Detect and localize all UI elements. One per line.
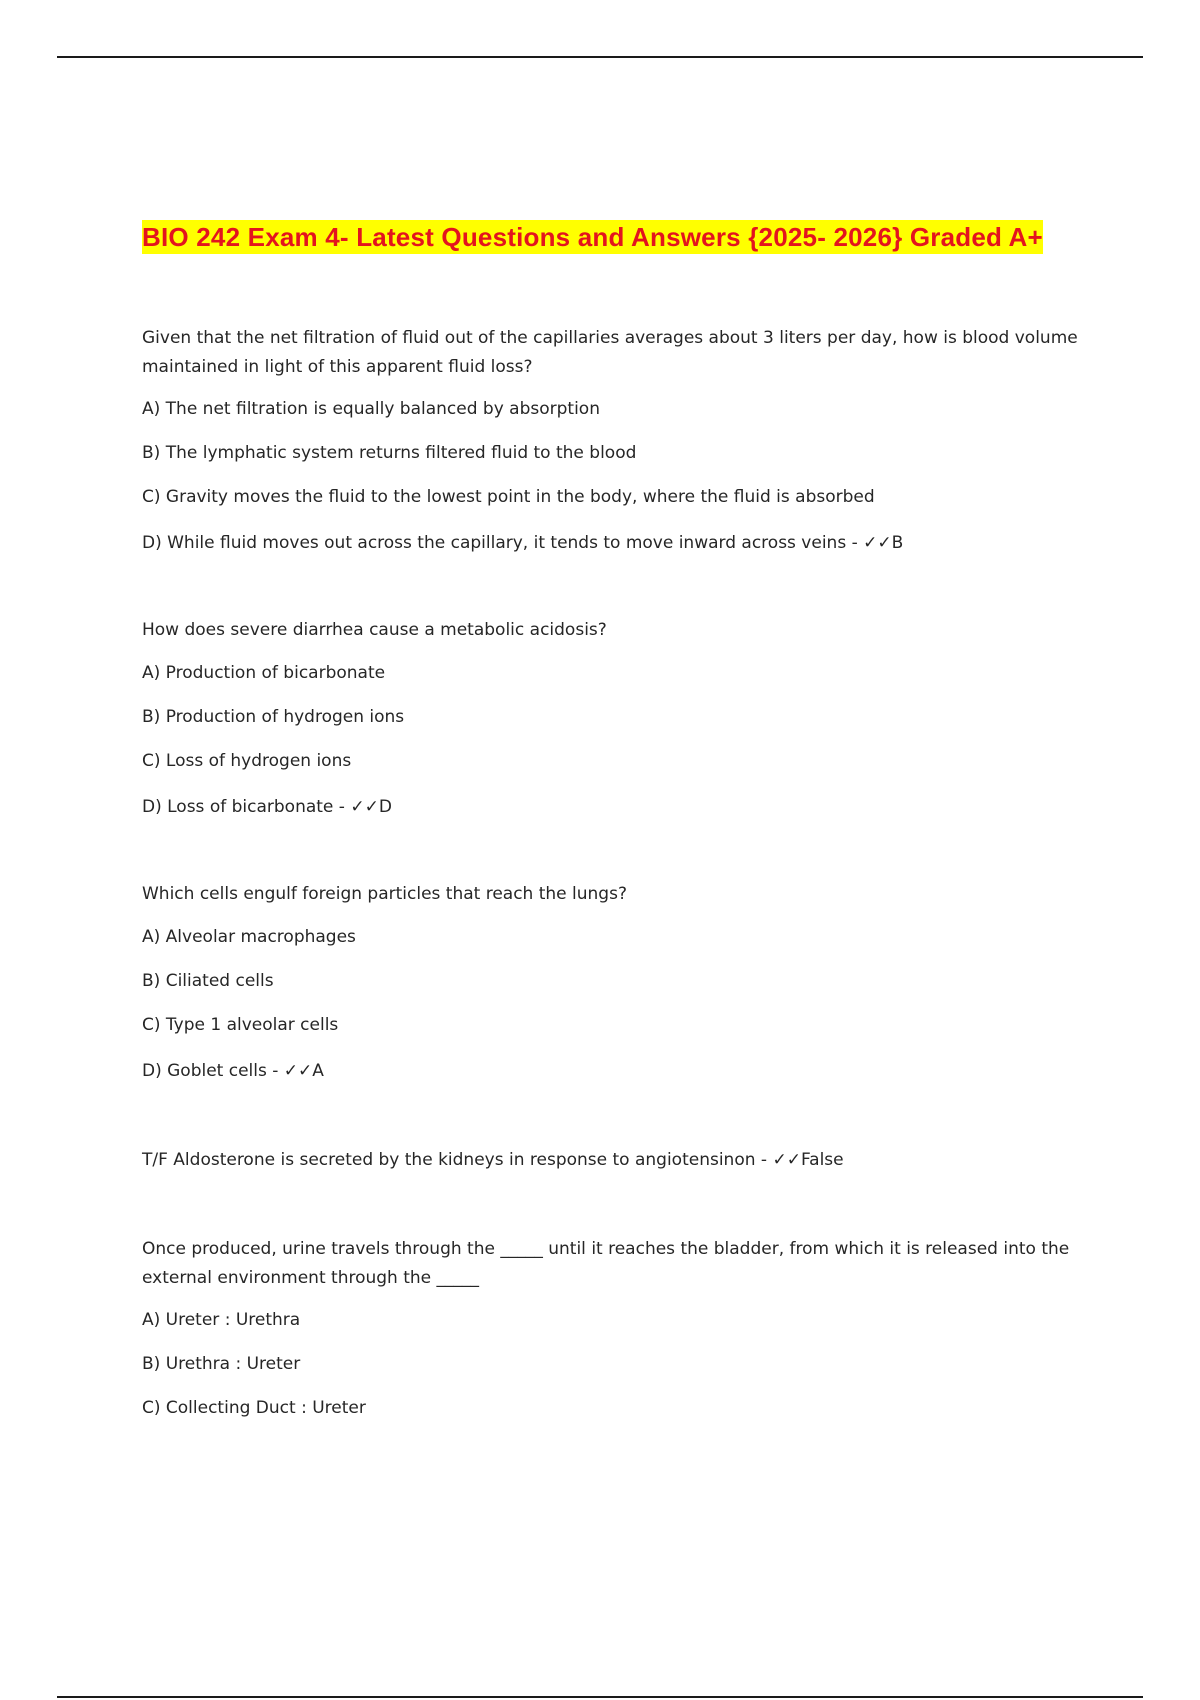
answer-option: C) Collecting Duct : Ureter [142, 1398, 366, 1418]
question-text: Once produced, urine travels through the _____ until it reaches the bladder, from which it is released into the external environment through the _____ [142, 1239, 1070, 1288]
answer-option: B) Production of hydrogen ions [142, 707, 405, 727]
question-text: Given that the net filtration of fluid out of the capillaries averages about 3 liters per day, how is blood volume maintained in light of this apparent fluid loss? [142, 328, 1078, 377]
answer-option: A) Alveolar macrophages [142, 927, 356, 947]
question-text: T/F Aldosterone is secreted by the kidneys in response to angiotensinon - ✓✓False [142, 1150, 844, 1170]
question-3 [142, 880, 1082, 1084]
answer-option: B) Urethra : Ureter [142, 1354, 301, 1374]
document-title [142, 218, 1082, 256]
answer-option: B) The lymphatic system returns filtered fluid to the blood [142, 443, 637, 463]
footer-rule [57, 1696, 1143, 1698]
answer-option: A) Production of bicarbonate [142, 663, 386, 683]
title-highlight: BIO 242 Exam 4- Latest Questions and Answers {2025- 2026} Graded A+ [142, 222, 1043, 252]
header-rule [57, 56, 1143, 58]
answer-option: D) While fluid moves out across the capillary, it tends to move inward across veins - ✓✓B [142, 533, 904, 553]
answer-option: C) Loss of hydrogen ions [142, 751, 352, 771]
answer-option: D) Goblet cells - ✓✓A [142, 1061, 324, 1081]
answer-option: D) Loss of bicarbonate - ✓✓D [142, 797, 392, 817]
question-1 [142, 324, 1082, 556]
question-4 [142, 1146, 1082, 1175]
question-text: How does severe diarrhea cause a metabolic acidosis? [142, 620, 607, 640]
answer-option: A) Ureter : Urethra [142, 1310, 301, 1330]
answer-option: B) Ciliated cells [142, 971, 274, 991]
question-text: Which cells engulf foreign particles that reach the lungs? [142, 884, 627, 904]
answer-option: C) Gravity moves the fluid to the lowest point in the body, where the fluid is absorbed [142, 487, 875, 507]
answer-option: A) The net filtration is equally balanced by absorption [142, 399, 600, 419]
document-body [142, 218, 1082, 1421]
answer-option: C) Type 1 alveolar cells [142, 1015, 339, 1035]
question-5 [142, 1235, 1082, 1421]
question-2 [142, 616, 1082, 820]
